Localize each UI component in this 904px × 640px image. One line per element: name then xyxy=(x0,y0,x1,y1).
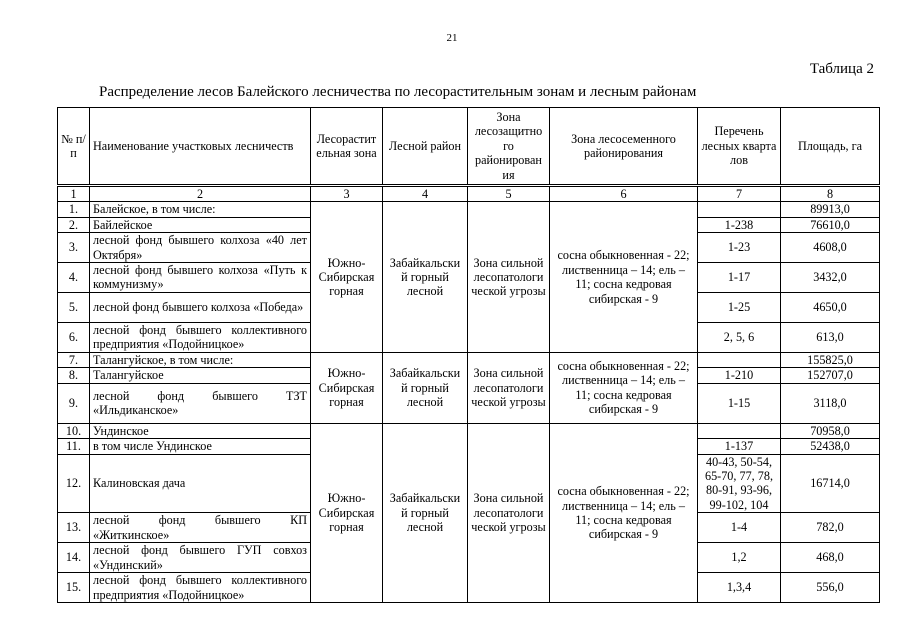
forestry-name: Байлейское xyxy=(90,217,311,232)
quarters-list: 1,2 xyxy=(698,543,781,573)
area-value: 3118,0 xyxy=(781,383,880,423)
forestry-name: лесной фонд бывшего коллективного предприятия «Подойницкое» xyxy=(90,573,311,603)
area-value: 468,0 xyxy=(781,543,880,573)
row-number: 5. xyxy=(58,292,90,322)
seed-zone: сосна обыкновенная - 22; лиственница – 14; ель – 11; сосна кедровая сибирская - 9 xyxy=(550,352,698,423)
col-number: 7 xyxy=(698,187,781,202)
area-value: 76610,0 xyxy=(781,217,880,232)
forest-zone: Южно-Сибирская горная xyxy=(311,352,383,423)
col-number: 3 xyxy=(311,187,383,202)
quarters-list: 1-15 xyxy=(698,383,781,423)
protection-zone: Зона сильной лесопатологи ческой угрозы xyxy=(468,202,550,353)
row-number: 10. xyxy=(58,423,90,438)
forestry-name: лесной фонд бывшего ГУП совхоз «Ундинский» xyxy=(90,543,311,573)
forest-district: Забайкальски й горный лесной xyxy=(383,202,468,353)
area-value: 89913,0 xyxy=(781,202,880,217)
forestry-name: лесной фонд бывшего колхоза «Путь к коммунизму» xyxy=(90,262,311,292)
seed-zone: сосна обыкновенная - 22; лиственница – 14; ель – 11; сосна кедровая сибирская - 9 xyxy=(550,423,698,602)
forestry-name: Балейское, в том числе: xyxy=(90,202,311,217)
header-row xyxy=(58,108,880,185)
row-number: 15. xyxy=(58,573,90,603)
quarters-list: 1-23 xyxy=(698,233,781,263)
row-number: 14. xyxy=(58,543,90,573)
quarters-list: 2, 5, 6 xyxy=(698,322,781,352)
col-number: 5 xyxy=(468,187,550,202)
quarters-list: 1-4 xyxy=(698,513,781,543)
area-value: 152707,0 xyxy=(781,368,880,383)
table-label: Таблица 2 xyxy=(809,61,874,77)
header-protect: Зона лесозащитно го районирован ия xyxy=(468,108,550,185)
area-value: 52438,0 xyxy=(781,439,880,454)
header-area: Площадь, га xyxy=(781,108,880,185)
area-value: 782,0 xyxy=(781,513,880,543)
col-number: 2 xyxy=(90,187,311,202)
seed-zone: сосна обыкновенная - 22; лиственница – 14; ель – 11; сосна кедровая сибирская - 9 xyxy=(550,202,698,353)
table-row xyxy=(58,202,880,217)
quarters-list xyxy=(698,202,781,217)
forest-zone: Южно-Сибирская горная xyxy=(311,202,383,353)
page-number: 21 xyxy=(446,32,458,44)
protection-zone: Зона сильной лесопатологи ческой угрозы xyxy=(468,423,550,602)
area-value: 70958,0 xyxy=(781,423,880,438)
row-number: 7. xyxy=(58,352,90,367)
quarters-list: 1-137 xyxy=(698,439,781,454)
row-number: 4. xyxy=(58,262,90,292)
col-number: 6 xyxy=(550,187,698,202)
forest-zone: Южно-Сибирская горная xyxy=(311,423,383,602)
row-number: 13. xyxy=(58,513,90,543)
forestry-name: Талангуйское, в том числе: xyxy=(90,352,311,367)
forest-district: Забайкальски й горный лесной xyxy=(383,423,468,602)
forestry-name: в том числе Ундинское xyxy=(90,439,311,454)
header-zone: Лесорастит ельная зона xyxy=(311,108,383,185)
forestry-name: лесной фонд бывшего КП «Житкинское» xyxy=(90,513,311,543)
quarters-list xyxy=(698,352,781,367)
quarters-list xyxy=(698,423,781,438)
quarters-list: 40-43, 50-54, 65-70, 77, 78, 80-91, 93-96, 99-102, 104 xyxy=(698,454,781,513)
area-value: 4608,0 xyxy=(781,233,880,263)
quarters-list: 1-17 xyxy=(698,262,781,292)
col-number: 4 xyxy=(383,187,468,202)
quarters-list: 1-210 xyxy=(698,368,781,383)
area-value: 613,0 xyxy=(781,322,880,352)
quarters-list: 1,3,4 xyxy=(698,573,781,603)
quarters-list: 1-25 xyxy=(698,292,781,322)
document-title: Распределение лесов Балейского лесничества по лесорастительным зонам и лесным районам xyxy=(99,84,697,100)
header-name: Наименование участковых лесничеств xyxy=(90,108,311,185)
col-number: 8 xyxy=(781,187,880,202)
header-seed: Зона лесосеменного районирования xyxy=(550,108,698,185)
forestry-name: Ундинское xyxy=(90,423,311,438)
area-value: 16714,0 xyxy=(781,454,880,513)
forestry-name: Калиновская дача xyxy=(90,454,311,513)
col-number: 1 xyxy=(58,187,90,202)
row-number: 6. xyxy=(58,322,90,352)
row-number: 12. xyxy=(58,454,90,513)
forestry-name: лесной фонд бывшего колхоза «Победа» xyxy=(90,292,311,322)
protection-zone: Зона сильной лесопатологи ческой угрозы xyxy=(468,352,550,423)
column-number-row xyxy=(58,187,880,202)
row-number: 9. xyxy=(58,383,90,423)
forestry-name: лесной фонд бывшего ТЗТ «Ильдиканское» xyxy=(90,383,311,423)
row-number: 8. xyxy=(58,368,90,383)
row-number: 11. xyxy=(58,439,90,454)
area-value: 3432,0 xyxy=(781,262,880,292)
header-district: Лесной район xyxy=(383,108,468,185)
forestry-name: Талангуйское xyxy=(90,368,311,383)
row-number: 3. xyxy=(58,233,90,263)
area-value: 4650,0 xyxy=(781,292,880,322)
forest-district: Забайкальски й горный лесной xyxy=(383,352,468,423)
table-row xyxy=(58,352,880,367)
row-number: 2. xyxy=(58,217,90,232)
header-num: № п/п xyxy=(58,108,90,185)
row-number: 1. xyxy=(58,202,90,217)
area-value: 556,0 xyxy=(781,573,880,603)
area-value: 155825,0 xyxy=(781,352,880,367)
header-quarters: Перечень лесных кварта лов xyxy=(698,108,781,185)
forestry-name: лесной фонд бывшего коллективного предприятия «Подойницкое» xyxy=(90,322,311,352)
quarters-list: 1-238 xyxy=(698,217,781,232)
forest-distribution-table xyxy=(57,107,880,603)
forestry-name: лесной фонд бывшего колхоза «40 лет Октября» xyxy=(90,233,311,263)
table-row xyxy=(58,423,880,438)
